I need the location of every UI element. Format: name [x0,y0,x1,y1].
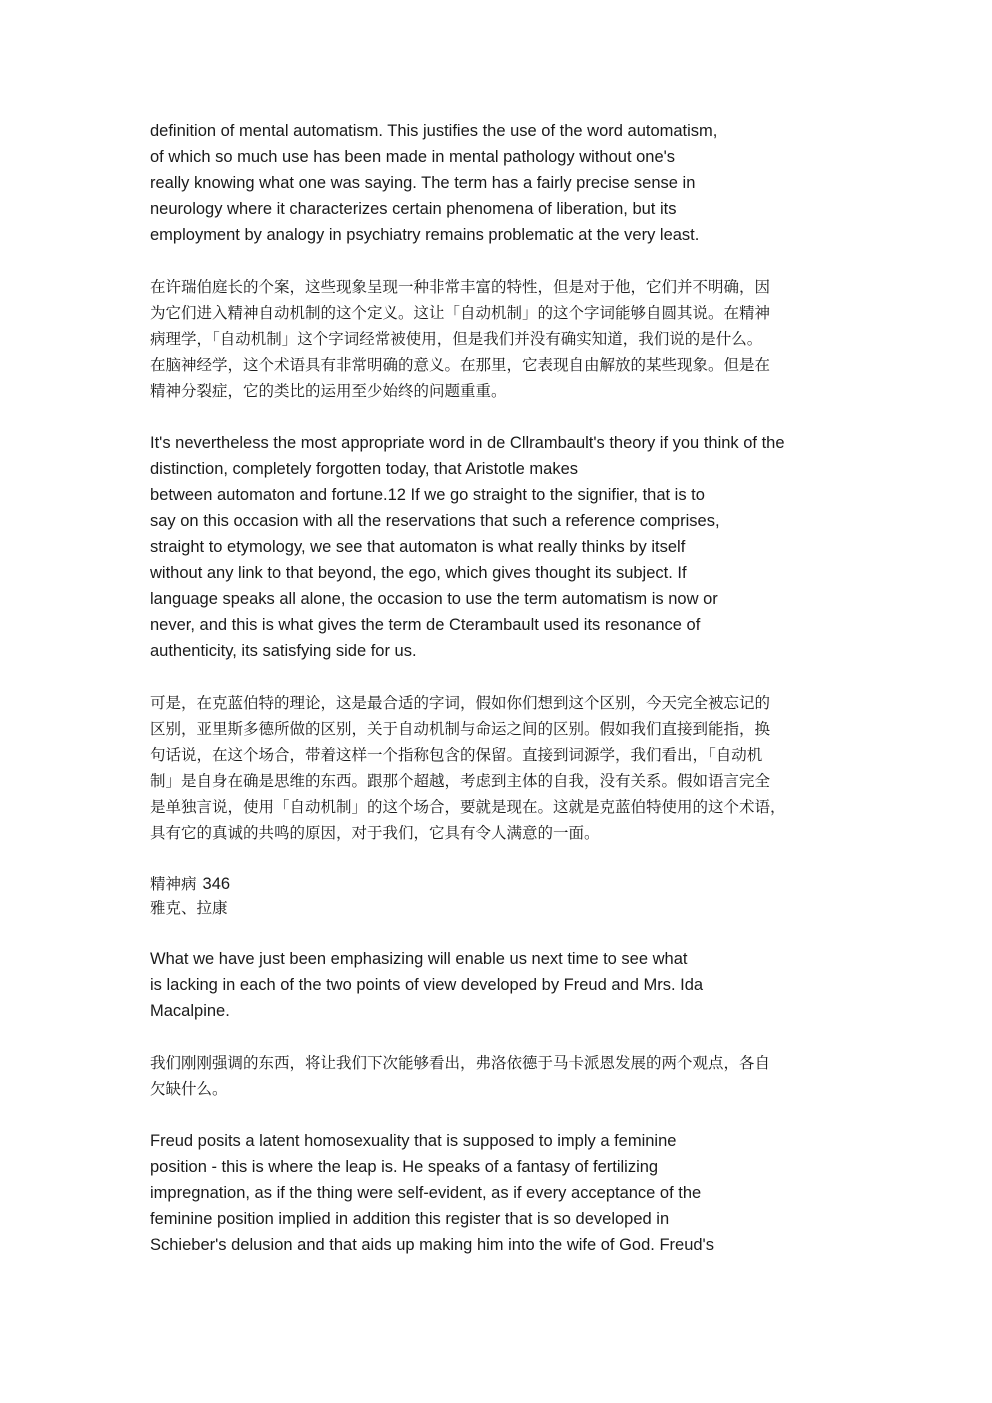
page-number: 346 [202,875,231,893]
document-page [150,118,850,1284]
text-line: impregnation, as if the thing were self-evident, as if every acceptance of the [150,1184,702,1202]
book-title: 精神病 [150,875,197,893]
paragraph-english-4 [150,1128,850,1258]
text-line: What we have just been emphasizing will enable us next time to see what [150,950,688,968]
text-line: 欠缺什么。 [150,1080,228,1098]
paragraph-chinese-3 [150,1050,850,1102]
text-line: 句话说，在这个场合，带着这样一个指称包含的保留。直接到词源学，我们看出，「自动机 [150,746,763,764]
text-line: 在脑神经学，这个术语具有非常明确的意义。在那里，它表现自由解放的某些现象。但是在 [150,356,771,374]
running-header [150,872,850,920]
text-line: 在许瑞伯庭长的个案，这些现象呈现一种非常丰富的特性，但是对于他，它们并不明确，因 [150,278,771,296]
text-line: 是单独言说，使用「自动机制」的这个场合，要就是现在。这就是克蓝伯特使用的这个术语， [150,798,786,816]
text-line: 精神分裂症，它的类比的运用至少始终的问题重重。 [150,382,507,400]
text-line: feminine position implied in addition this register that is so developed in [150,1210,670,1228]
text-line: Freud posits a latent homosexuality that is supposed to imply a feminine [150,1132,677,1150]
text-line: straight to etymology, we see that automaton is what really thinks by itself [150,538,686,556]
text-line: never, and this is what gives the term de Cterambault used its resonance of [150,616,701,634]
paragraph-chinese-2 [150,690,850,846]
text-line: position - this is where the leap is. He speaks of a fantasy of fertilizing [150,1158,659,1176]
paragraph-english-3 [150,946,850,1024]
text-line: 具有它的真诚的共鸣的原因，对于我们，它具有令人满意的一面。 [150,824,600,842]
text-line: 病理学，「自动机制」这个字词经常被使用，但是我们并没有确实知道，我们说的是什么。 [150,330,763,348]
text-line: employment by analogy in psychiatry remains problematic at the very least. [150,226,700,244]
paragraph-english-2 [150,430,850,664]
paragraph-chinese-1 [150,274,850,404]
text-line: distinction, completely forgotten today, that Aristotle makes [150,460,578,478]
text-line: definition of mental automatism. This justifies the use of the word automatism, [150,122,718,140]
text-line: Macalpine. [150,1002,230,1020]
text-line: say on this occasion with all the reservations that such a reference comprises, [150,512,720,530]
text-line: neurology where it characterizes certain phenomena of liberation, but its [150,200,677,218]
text-line: language speaks all alone, the occasion to use the term automatism is now or [150,590,718,608]
text-line: Schieber's delusion and that aids up making him into the wife of God. Freud's [150,1236,714,1254]
author-name: 雅克、拉康 [150,899,228,917]
text-line: It's nevertheless the most appropriate word in de Cllrambault's theory if you think of the [150,434,785,452]
text-line: is lacking in each of the two points of view developed by Freud and Mrs. Ida [150,976,704,994]
text-line: of which so much use has been made in mental pathology without one's [150,148,676,166]
text-line: 我们刚刚强调的东西，将让我们下次能够看出，弗洛依德于马卡派恩发展的两个观点，各自 [150,1054,771,1072]
text-line: without any link to that beyond, the ego, which gives thought its subject. If [150,564,687,582]
text-line: authenticity, its satisfying side for us. [150,642,417,660]
text-line: 可是，在克蓝伯特的理论，这是最合适的字词，假如你们想到这个区别，今天完全被忘记的 [150,694,771,712]
text-line: between automaton and fortune.12 If we go straight to the signifier, that is to [150,486,705,504]
text-line: 区别，亚里斯多德所做的区别，关于自动机制与命运之间的区别。假如我们直接到能指，换 [150,720,771,738]
text-line: 为它们进入精神自动机制的这个定义。这让「自动机制」的这个字词能够自圆其说。在精神 [150,304,771,322]
paragraph-english-1 [150,118,850,248]
text-line: really knowing what one was saying. The term has a fairly precise sense in [150,174,696,192]
text-line: 制」是自身在确是思维的东西。跟那个超越，考虑到主体的自我，没有关系。假如语言完全 [150,772,771,790]
